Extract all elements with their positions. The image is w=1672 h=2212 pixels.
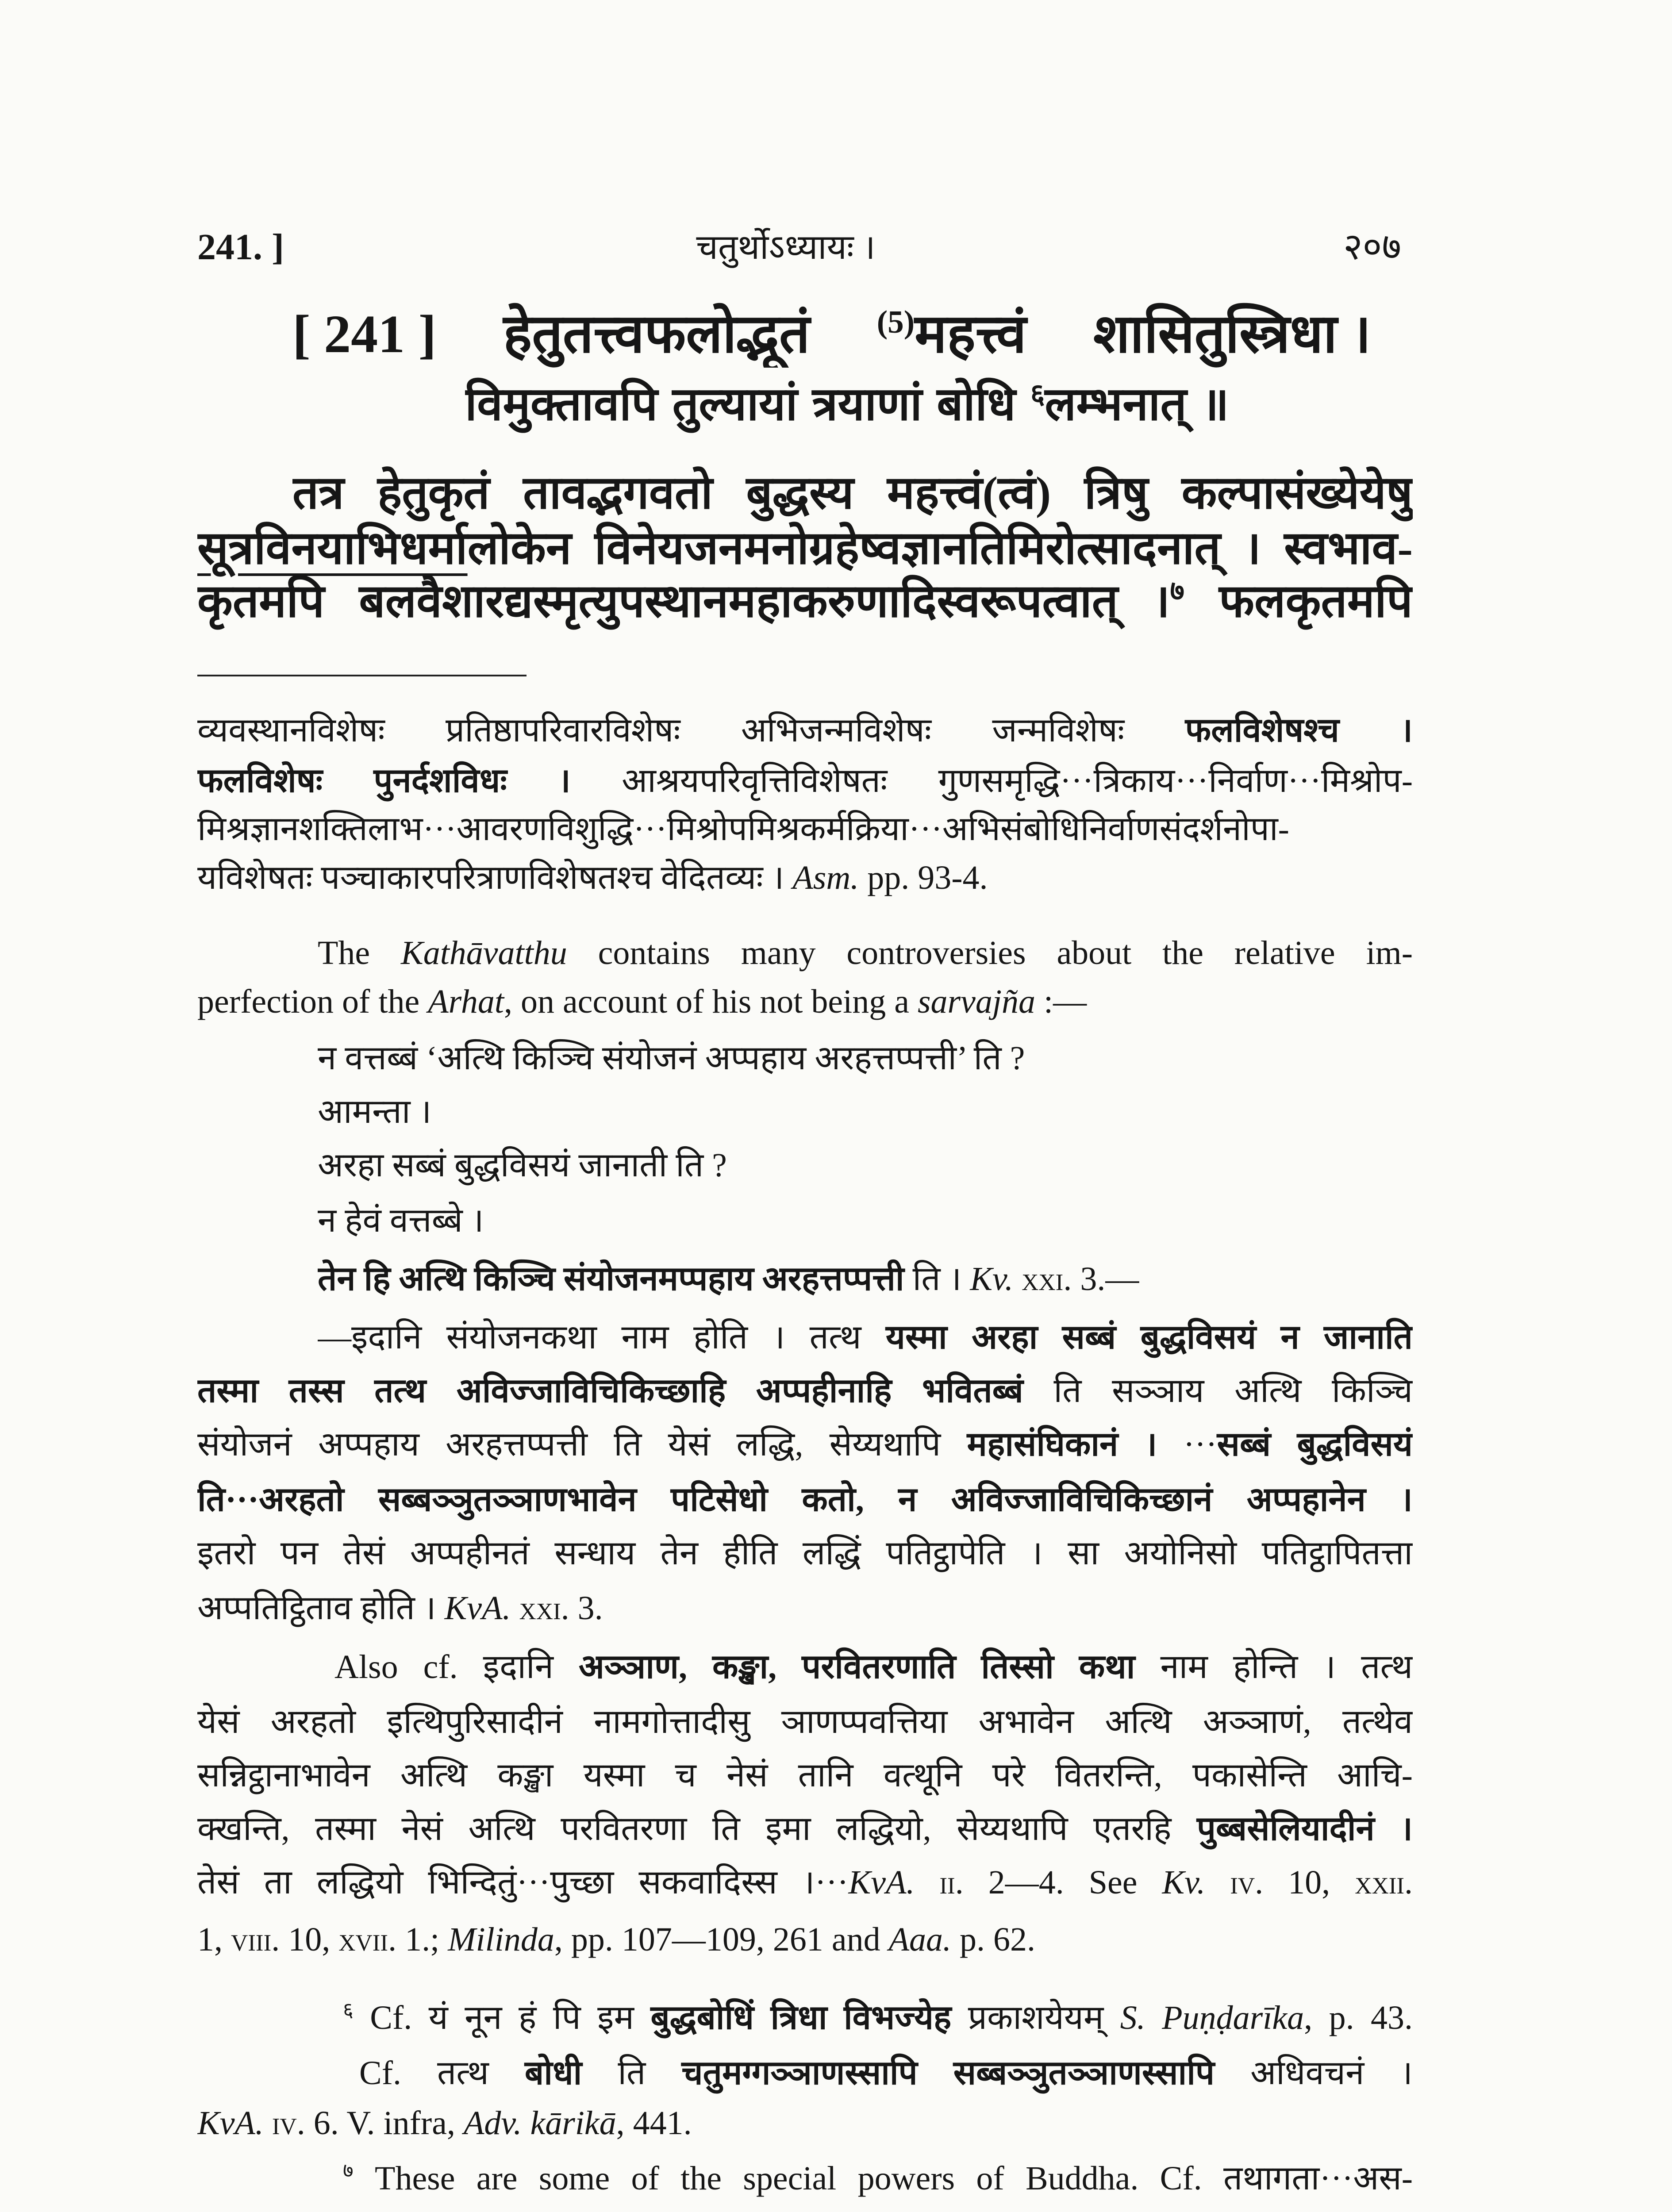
pali-text: येसं अरहतो इत्थिपुरिसादीनं नामगोत्तादीसु ञाणप्पवत्तिया अभावेन अत्थि अञ्ञाणं, तत्थेव <box>197 1703 1413 1740</box>
running-head-chapter: चतुर्थोऽध्यायः । <box>696 228 876 266</box>
verse-word: महत्त्वं <box>915 304 1026 364</box>
note-line <box>343 1989 1413 2047</box>
note-line <box>318 1029 1413 1087</box>
note-text: p. 62. <box>960 1921 1036 1958</box>
pali-text-bold: महासंघिकानं । <box>967 1426 1157 1463</box>
pali-text: तेसं ता लद्धियो भिन्दितुं···पुच्छा सकवादिस्स ।··· <box>197 1864 849 1901</box>
citation: Milinda <box>448 1921 554 1958</box>
note-line <box>334 1638 1413 1696</box>
footnote-marker-5: (5) <box>876 304 915 340</box>
verse-word: शासितुस्त्रिधा । <box>1093 304 1371 364</box>
note-text: 2—4. See <box>988 1864 1138 1901</box>
pali-text: —इदानि संयोजनकथा नाम होति । तत्थ <box>318 1319 861 1356</box>
citation-numeral: xxi. <box>519 1590 569 1627</box>
verse-text: विमुक्तावपि तुल्यायां त्रयाणां बोधि <box>465 379 1016 430</box>
term-italic: Arhat <box>428 983 504 1020</box>
note-line <box>197 702 1413 759</box>
footnote-number-6: ६ <box>343 1998 354 2021</box>
note-text: :— <box>1043 983 1087 1020</box>
note-text: 3. <box>577 1590 603 1627</box>
commentary-text: तत्र हेतुकृतं तावद्भगवतो बुद्धस्य महत्त्वं(त्वं) त्रिषु कल्पासंख्येयेषु <box>292 468 1413 518</box>
pali-text: आमन्ता । <box>318 1093 432 1130</box>
note-line <box>318 1137 1413 1194</box>
note-text: , pp. 107—109, 261 and <box>554 1921 880 1958</box>
note-line <box>197 973 1413 1030</box>
note-line <box>197 1693 1413 1751</box>
verse-line-1 <box>292 301 1371 368</box>
note-text: The <box>318 934 370 972</box>
citation-numeral: iv. <box>272 2104 305 2142</box>
citation: Aaa. <box>888 1921 952 1958</box>
note-text-bold: फलविशेषश्च । <box>1185 712 1413 749</box>
note-line <box>197 2203 1413 2212</box>
ellipsis: ··· <box>1183 1426 1217 1463</box>
verse-word-group <box>877 301 1026 368</box>
note-text: Cf. यं नून हं पि इम <box>370 1999 634 2036</box>
citation: KvA. <box>197 2104 264 2142</box>
pali-text-bold: अञ्ञाण, कङ्खा, परवितरणाति तिस्सो कथा <box>578 1648 1135 1686</box>
underlined-text: सूत्रविनयाभिधर्मा <box>197 523 468 574</box>
note-line <box>197 1416 1413 1473</box>
note-text-bold: बुद्धबोधिं त्रिधा विभज्येह <box>650 1999 952 2036</box>
footnote-marker-6: ६ <box>1030 378 1045 410</box>
pali-text-bold: पुब्बसेलियादीनं । <box>1196 1810 1413 1847</box>
running-head-section: 241. ] <box>197 227 284 268</box>
pali-text: अरहा सब्बं बुद्धविसयं जानाती ति ? <box>318 1147 727 1184</box>
note-text: 10, <box>1288 1864 1330 1901</box>
note-text: , p. 43. <box>1304 1999 1413 2036</box>
note-text: These are some of the special powers of Buddha. Cf. तथागता···अस- <box>375 2160 1413 2197</box>
citation-numeral: viii. <box>231 1921 280 1958</box>
pali-text: ति <box>618 2055 646 2092</box>
commentary-line <box>292 465 1413 522</box>
citation-numeral: xxi. <box>1022 1260 1072 1298</box>
citation: Kv. <box>1162 1864 1206 1901</box>
citation: Asm. <box>792 859 859 896</box>
citation-numeral: ii. <box>939 1864 964 1901</box>
note-line <box>318 1083 1413 1141</box>
pali-text: अप्पतिट्ठिताव होति । <box>197 1590 436 1627</box>
page-number: २०७ <box>1343 227 1401 268</box>
citation: Adv. kārikā <box>463 2104 616 2142</box>
pali-text-bold: सब्बं बुद्धविसयं <box>1217 1426 1413 1463</box>
note-text: आश्रयपरिवृत्तिविशेषतः गुणसमृद्धि···त्रिकाय···निर्वाण···मिश्रोप- <box>622 762 1413 799</box>
note-line <box>197 1579 1413 1637</box>
note-text: Cf. तत्थ <box>359 2055 489 2092</box>
note-text: 6. V. infra, <box>313 2104 455 2142</box>
footnote-marker-7: ७ <box>1170 576 1184 607</box>
note-text: मिश्रज्ञानशक्तिलाभ···आवरणविशुद्धि···मिश्रोपमिश्रकर्मक्रिया···अभिसंबोधिनिर्वाणसंदर्शनोपा- <box>197 810 1289 848</box>
commentary-line <box>197 573 1413 630</box>
citation-numeral: iv. <box>1230 1864 1264 1901</box>
note-line <box>197 1747 1413 1804</box>
commentary-text: कृतमपि बलवैशारद्यस्मृत्युपस्थानमहाकरुणादिस्वरूपत्वात् । <box>197 576 1170 627</box>
citation-numeral: xxii. <box>1355 1864 1413 1901</box>
note-line <box>197 849 1413 906</box>
note-text: contains many controversies about the relative im- <box>598 934 1413 972</box>
verse-word: हेतुतत्त्वफलोद्भूतं <box>503 304 810 364</box>
note-line <box>197 1525 1413 1582</box>
note-text: 1, <box>197 1921 223 1958</box>
pali-text: ति सञ्ञाय अत्थि किञ्चि <box>1053 1372 1413 1409</box>
verse-number: [ 241 ] <box>292 304 437 364</box>
pali-text-bold: बोधी <box>524 2055 582 2092</box>
commentary-text: लोकेन विनेयजनमनोग्रहेष्वज्ञानतिमिरोत्सादनात् । स्वभाव- <box>467 523 1413 574</box>
footnote-rule <box>197 675 527 676</box>
title-italic: Kathāvatthu <box>401 934 567 972</box>
pali-text: इतरो पन तेसं अप्पहीनतं सन्धाय तेन हीति लद्धिं पतिट्ठापेति । सा अयोनिसो पतिट्ठापितत्ता <box>197 1535 1413 1572</box>
pali-text-bold: यस्मा अरहा सब्बं बुद्धविसयं न जानाति <box>885 1319 1413 1356</box>
pali-text-bold: ति···अरहतो सब्बञ्ञुतञ्ञाणभावेन पटिसेधो कतो, न अविज्जाविचिकिच्छानं अप्पहानेन । <box>197 1481 1413 1518</box>
note-line <box>197 2094 1413 2152</box>
note-text-bold: फलविशेषः पुनर्दशविधः । <box>197 762 571 799</box>
pali-text-bold: तस्मा तस्स तत्थ अविज्जाविचिकिच्छाहि अप्पहीनाहि भवितब्बं <box>197 1372 1023 1409</box>
note-text: pp. 93-4. <box>867 859 988 896</box>
note-text: , on account of his not being a <box>504 983 909 1020</box>
note-line <box>197 1362 1413 1420</box>
note-line <box>197 1854 1413 1911</box>
note-text: यविशेषतः पञ्चाकारपरित्राणविशेषतश्च वेदितव्यः । <box>197 859 784 896</box>
citation: KvA. <box>444 1590 511 1627</box>
note-line <box>197 1911 1413 1968</box>
note-line <box>197 1471 1413 1528</box>
pali-text-bold: चतुमग्गञ्ञाणस्सापि सब्बञ्ञुतञ्ञाणस्सापि <box>681 2055 1215 2092</box>
note-text: , 441. <box>616 2104 692 2142</box>
note-text: प्रकाशयेयम् <box>968 1999 1104 2036</box>
citation: Kv. <box>970 1260 1014 1298</box>
verse-line-2 <box>465 371 1229 438</box>
pali-text: अधिवचनं । <box>1250 2055 1413 2092</box>
citation-numeral: xvii. <box>338 1921 397 1958</box>
pali-text: नाम होन्ति । तत्थ <box>1160 1648 1413 1686</box>
footnote-number-7: ७ <box>343 2159 354 2182</box>
note-line <box>318 1192 1413 1249</box>
note-line <box>318 1309 1413 1366</box>
pali-text: सन्निट्ठानाभावेन अत्थि कङ्खा यस्मा च नेसं तानि वत्थूनि परे वितरन्ति, पकासेन्ति आचि- <box>197 1757 1413 1794</box>
verse-text: लम्भनात् ॥ <box>1045 379 1229 430</box>
pali-text-bold: तेन हि अत्थि किञ्चि संयोजनमप्पहाय अरहत्तप्पत्ती <box>318 1260 904 1298</box>
pali-text: न वत्तब्बं ‘अत्थि किञ्चि संयोजनं अप्पहाय अरहत्तप्पत्ती’ ति ? <box>318 1040 1025 1077</box>
pali-text: ति । <box>912 1260 962 1298</box>
citation: S. Puṇḍarīka <box>1120 1999 1304 2036</box>
pali-text: न हेवं वत्तब्बे । <box>318 1202 484 1239</box>
note-text: 10, <box>288 1921 331 1958</box>
note-line <box>343 2150 1413 2207</box>
note-text: 1.; <box>405 1921 440 1958</box>
pali-text: क्खन्ति, तस्मा नेसं अत्थि परवितरणा ति इमा लद्धियो, सेय्यथापि एतरहि <box>197 1810 1172 1847</box>
note-line <box>197 1800 1413 1858</box>
note-text: व्यवस्थानविशेषः प्रतिष्ठापरिवारविशेषः अभिजन्मविशेषः जन्मविशेषः <box>197 712 1125 749</box>
pali-text: संयोजनं अप्पहाय अरहत्तप्पत्ती ति येसं लद्धि, सेय्यथापि <box>197 1426 941 1463</box>
commentary-text: फलकृतमपि <box>1218 576 1413 627</box>
note-text: perfection of the <box>197 983 420 1020</box>
citation: KvA. <box>848 1864 915 1901</box>
commentary-line <box>197 520 1413 577</box>
note-text: 3.— <box>1080 1260 1139 1298</box>
note-line <box>318 1250 1413 1308</box>
term-italic: sarvajña <box>917 983 1035 1020</box>
note-text: Also cf. इदानि <box>334 1648 553 1686</box>
note-line <box>359 2044 1413 2102</box>
